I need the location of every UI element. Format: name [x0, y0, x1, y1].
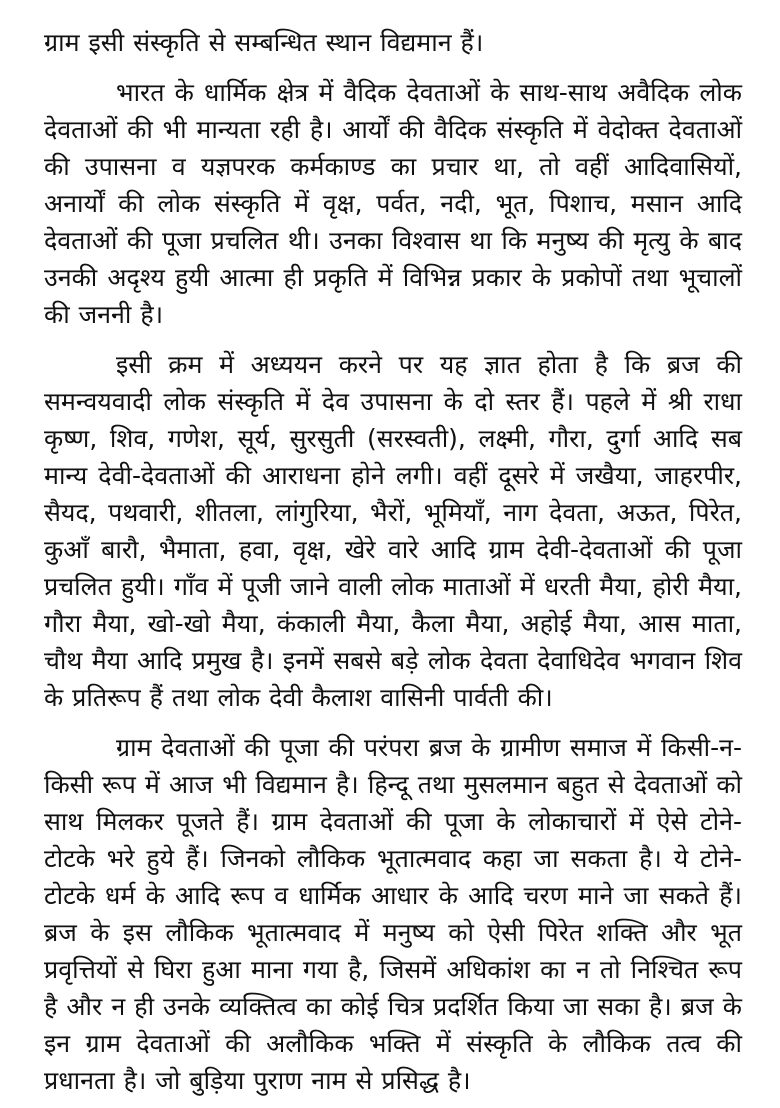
paragraph-vedic-deities: भारत के धार्मिक क्षेत्र में वैदिक देवताओं के साथ-साथ अवैदिक लोक देवताओं की भी मान्यता रही है। आर्यों की वैदिक संस्कृति में वेदोक्त देवताओं की उपासना व यज्ञपरक कर्मकाण्ड का प्रचार था, तो वहीं आदिवासियों, अनार्यों की लोक संस्कृति में वृक्ष, पर्वत, नदी, भूत, पिशाच, मसान आदि देवताओं की पूजा प्रचलित थी। उनका विश्वास था कि मनुष्य की मृत्यु के बाद उनकी अदृश्य हुयी आत्मा ही प्रकृति में विभिन्न प्रकार के प्रकोपों तथा भूचालों की जननी है।	[44, 78, 742, 329]
paragraph-village-deities: ग्राम देवताओं की पूजा की परंपरा ब्रज के ग्रामीण समाज में किसी-न-किसी रूप में आज भी विद्यमान है। हिन्दू तथा मुसलमान बहुत से देवताओं को साथ मिलकर पूजते हैं। ग्राम देवताओं की पूजा के लोकाचारों में ऐसे टोने-टोटके भरे हुये हैं। जिनको लौकिक भूतात्मवाद कहा जा सकता है। ये टोने-टोटके धर्म के आदि रूप व धार्मिक आधार के आदि चरण माने जा सकते हैं। ब्रज के इस लौकिक भूतात्मवाद में मनुष्य को ऐसी पिरेत शक्ति और भूत प्रवृत्तियों से घिरा हुआ माना गया है, जिसमें अधिकांश का न तो निश्चित रूप है और न ही उनके व्यक्तित्व का कोई चित्र प्रदर्शित किया जा सका है। ब्रज के इन ग्राम देवताओं की अलौकिक भक्ति में संस्कृति के लौकिक तत्व की प्रधानता है। जो बुड़िया पुराण नाम से प्रसिद्ध है।	[44, 733, 742, 1095]
paragraph-continuation: ग्राम इसी संस्कृति से सम्बन्धित स्थान विद्यमान हैं।	[44, 28, 484, 57]
paragraph-braj-worship-levels: इसी क्रम में अध्ययन करने पर यह ज्ञात होता है कि ब्रज की समन्वयवादी लोक संस्कृति में देव उपासना के दो स्तर हैं। पहले में श्री राधा कृष्ण, शिव, गणेश, सूर्य, सुरसुती (सरस्वती), लक्ष्मी, गौरा, दुर्गा आदि सब मान्य देवी-देवताओं की आराधना होने लगी। वहीं दूसरे में जखैया, जाहरपीर, सैयद, पथवारी, शीतला, लांगुरिया, भैरों, भूमियाँ, नाग देवता, अऊत, पिरेत, कुआँ बारौ, भैमाता, हवा, वृक्ष, खेरे वारे आदि ग्राम देवी-देवताओं की पूजा प्रचलित हुयी। गाँव में पूजी जाने वाली लोक माताओं में धरती मैया, होरी मैया, गौरा मैया, खो-खो मैया, कंकाली मैया, कैला मैया, अहोई मैया, आस माता, चौथ मैया आदि प्रमुख है। इनमें सबसे बड़े लोक देवता देवाधिदेव भगवान शिव के प्रतिरूप हैं तथा लोक देवी कैलाश वासिनी पार्वती की।	[44, 350, 742, 712]
